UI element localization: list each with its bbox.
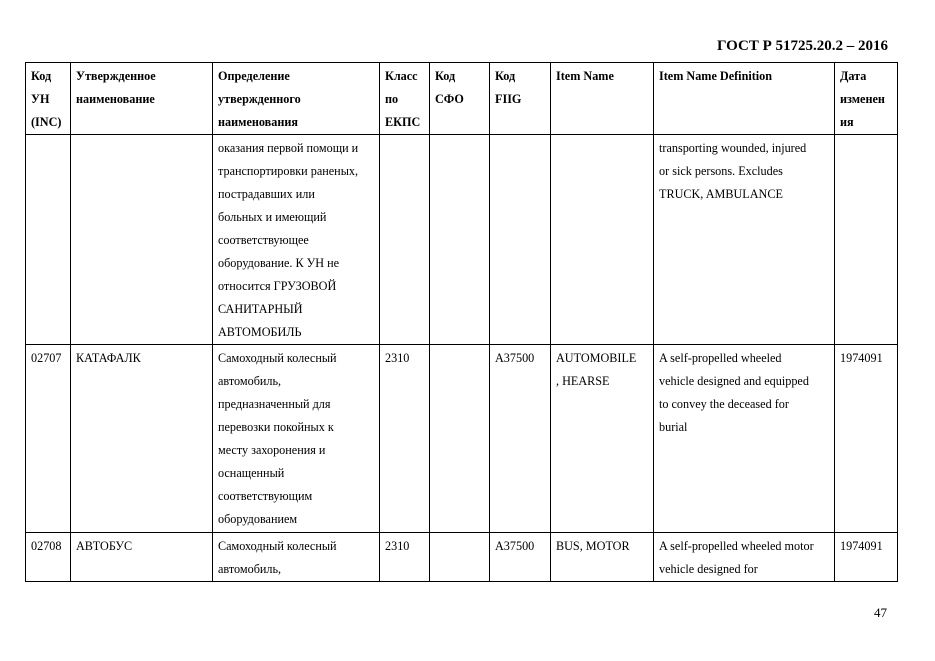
table-row [26,345,898,533]
text-line: предназначенный для [218,397,331,411]
text-line: перевозки покойных к [218,420,334,434]
text-line: burial [659,420,688,434]
col-header-class [380,63,430,135]
text-line: Класс [385,69,418,83]
col-header-sfo [430,63,490,135]
page-number: 47 [874,605,887,620]
text-line: транспортировки раненых, [218,164,359,178]
col-header-code [26,63,71,135]
text-line: месту захоронения и [218,443,326,457]
text-line: САНИТАРНЫЙ [218,302,303,316]
cell-item-name [551,135,654,345]
text-line: изменен [840,92,885,106]
cell-name [71,135,213,345]
text-line: АВТОМОБИЛЬ [218,325,302,339]
text-line: or sick persons. Excludes [659,164,783,178]
text-line: наименования [218,115,298,129]
text-line: Item Name Definition [659,69,773,83]
text-line: ЕКПС [385,115,421,129]
cell-fiig [490,135,551,345]
text-line: УН [31,92,50,106]
cell-item-definition [654,135,835,345]
text-line: соответствующее [218,233,309,247]
text-line: vehicle designed for [659,562,758,576]
text-line: пострадавших или [218,187,315,201]
text-line: оборудование. К УН не [218,256,340,270]
text-line: Самоходный колесный [218,539,337,553]
table-row [26,135,898,345]
text-line: СФО [435,92,464,106]
cell-definition [213,135,380,345]
cell-date [835,135,898,345]
cell-class [380,135,430,345]
cell-date: 1974091 [835,533,898,582]
cell-date: 1974091 [835,345,898,533]
cell-code: 02708 [26,533,71,582]
text-line: to convey the deceased for [659,397,789,411]
text-line: TRUCK, AMBULANCE [659,187,783,201]
cell-sfo [430,345,490,533]
cell-fiig: A37500 [490,533,551,582]
cell-sfo [430,533,490,582]
cell-code [26,135,71,345]
cell-item-definition [654,345,835,533]
cell-name: КАТАФАЛК [71,345,213,533]
document-standard-header: ГОСТ Р 51725.20.2 – 2016 [716,38,888,54]
text-line: vehicle designed and equipped [659,374,809,388]
cell-code: 02707 [26,345,71,533]
text-line: оказания первой помощи и [218,141,359,155]
text-line: ия [840,115,854,129]
text-line: автомобиль, [218,562,282,576]
text-line: Код [495,69,516,83]
text-line: , HEARSE [556,374,610,388]
cell-class: 2310 [380,533,430,582]
text-line: A self-propelled wheeled motor [659,539,814,553]
col-header-date [835,63,898,135]
col-header-definition [213,63,380,135]
cell-class: 2310 [380,345,430,533]
text-line: Код [31,69,52,83]
text-line: Утвержденное [76,69,156,83]
col-header-item-definition [654,63,835,135]
text-line: Код [435,69,456,83]
cell-item-definition [654,533,835,582]
text-line: относится ГРУЗОВОЙ [218,279,337,293]
col-header-fiig [490,63,551,135]
col-header-approved-name [71,63,213,135]
cell-definition [213,345,380,533]
text-line: Item Name [556,69,614,83]
text-line: по [385,92,399,106]
text-line: Дата [840,69,867,83]
text-line: утвержденного [218,92,301,106]
text-line: FIIG [495,92,522,106]
text-line: оборудованием [218,512,298,526]
cell-sfo [430,135,490,345]
text-line: соответствующим [218,489,313,503]
text-line: больных и имеющий [218,210,327,224]
table-row [26,533,898,582]
cell-definition [213,533,380,582]
col-header-item-name [551,63,654,135]
text-line: наименование [76,92,155,106]
text-line: transporting wounded, injured [659,141,807,155]
table-header-row [26,63,898,135]
text-line: AUTOMOBILE [556,351,637,365]
text-line: Самоходный колесный [218,351,337,365]
cell-name: АВТОБУС [71,533,213,582]
text-line: A self-propelled wheeled [659,351,782,365]
text-line: оснащенный [218,466,285,480]
text-line: автомобиль, [218,374,282,388]
text-line: BUS, MOTOR [556,539,630,553]
text-line: Определение [218,69,290,83]
cell-item-name [551,533,654,582]
cell-item-name [551,345,654,533]
text-line: (INC) [31,115,62,129]
classification-table [25,62,898,582]
cell-fiig: A37500 [490,345,551,533]
